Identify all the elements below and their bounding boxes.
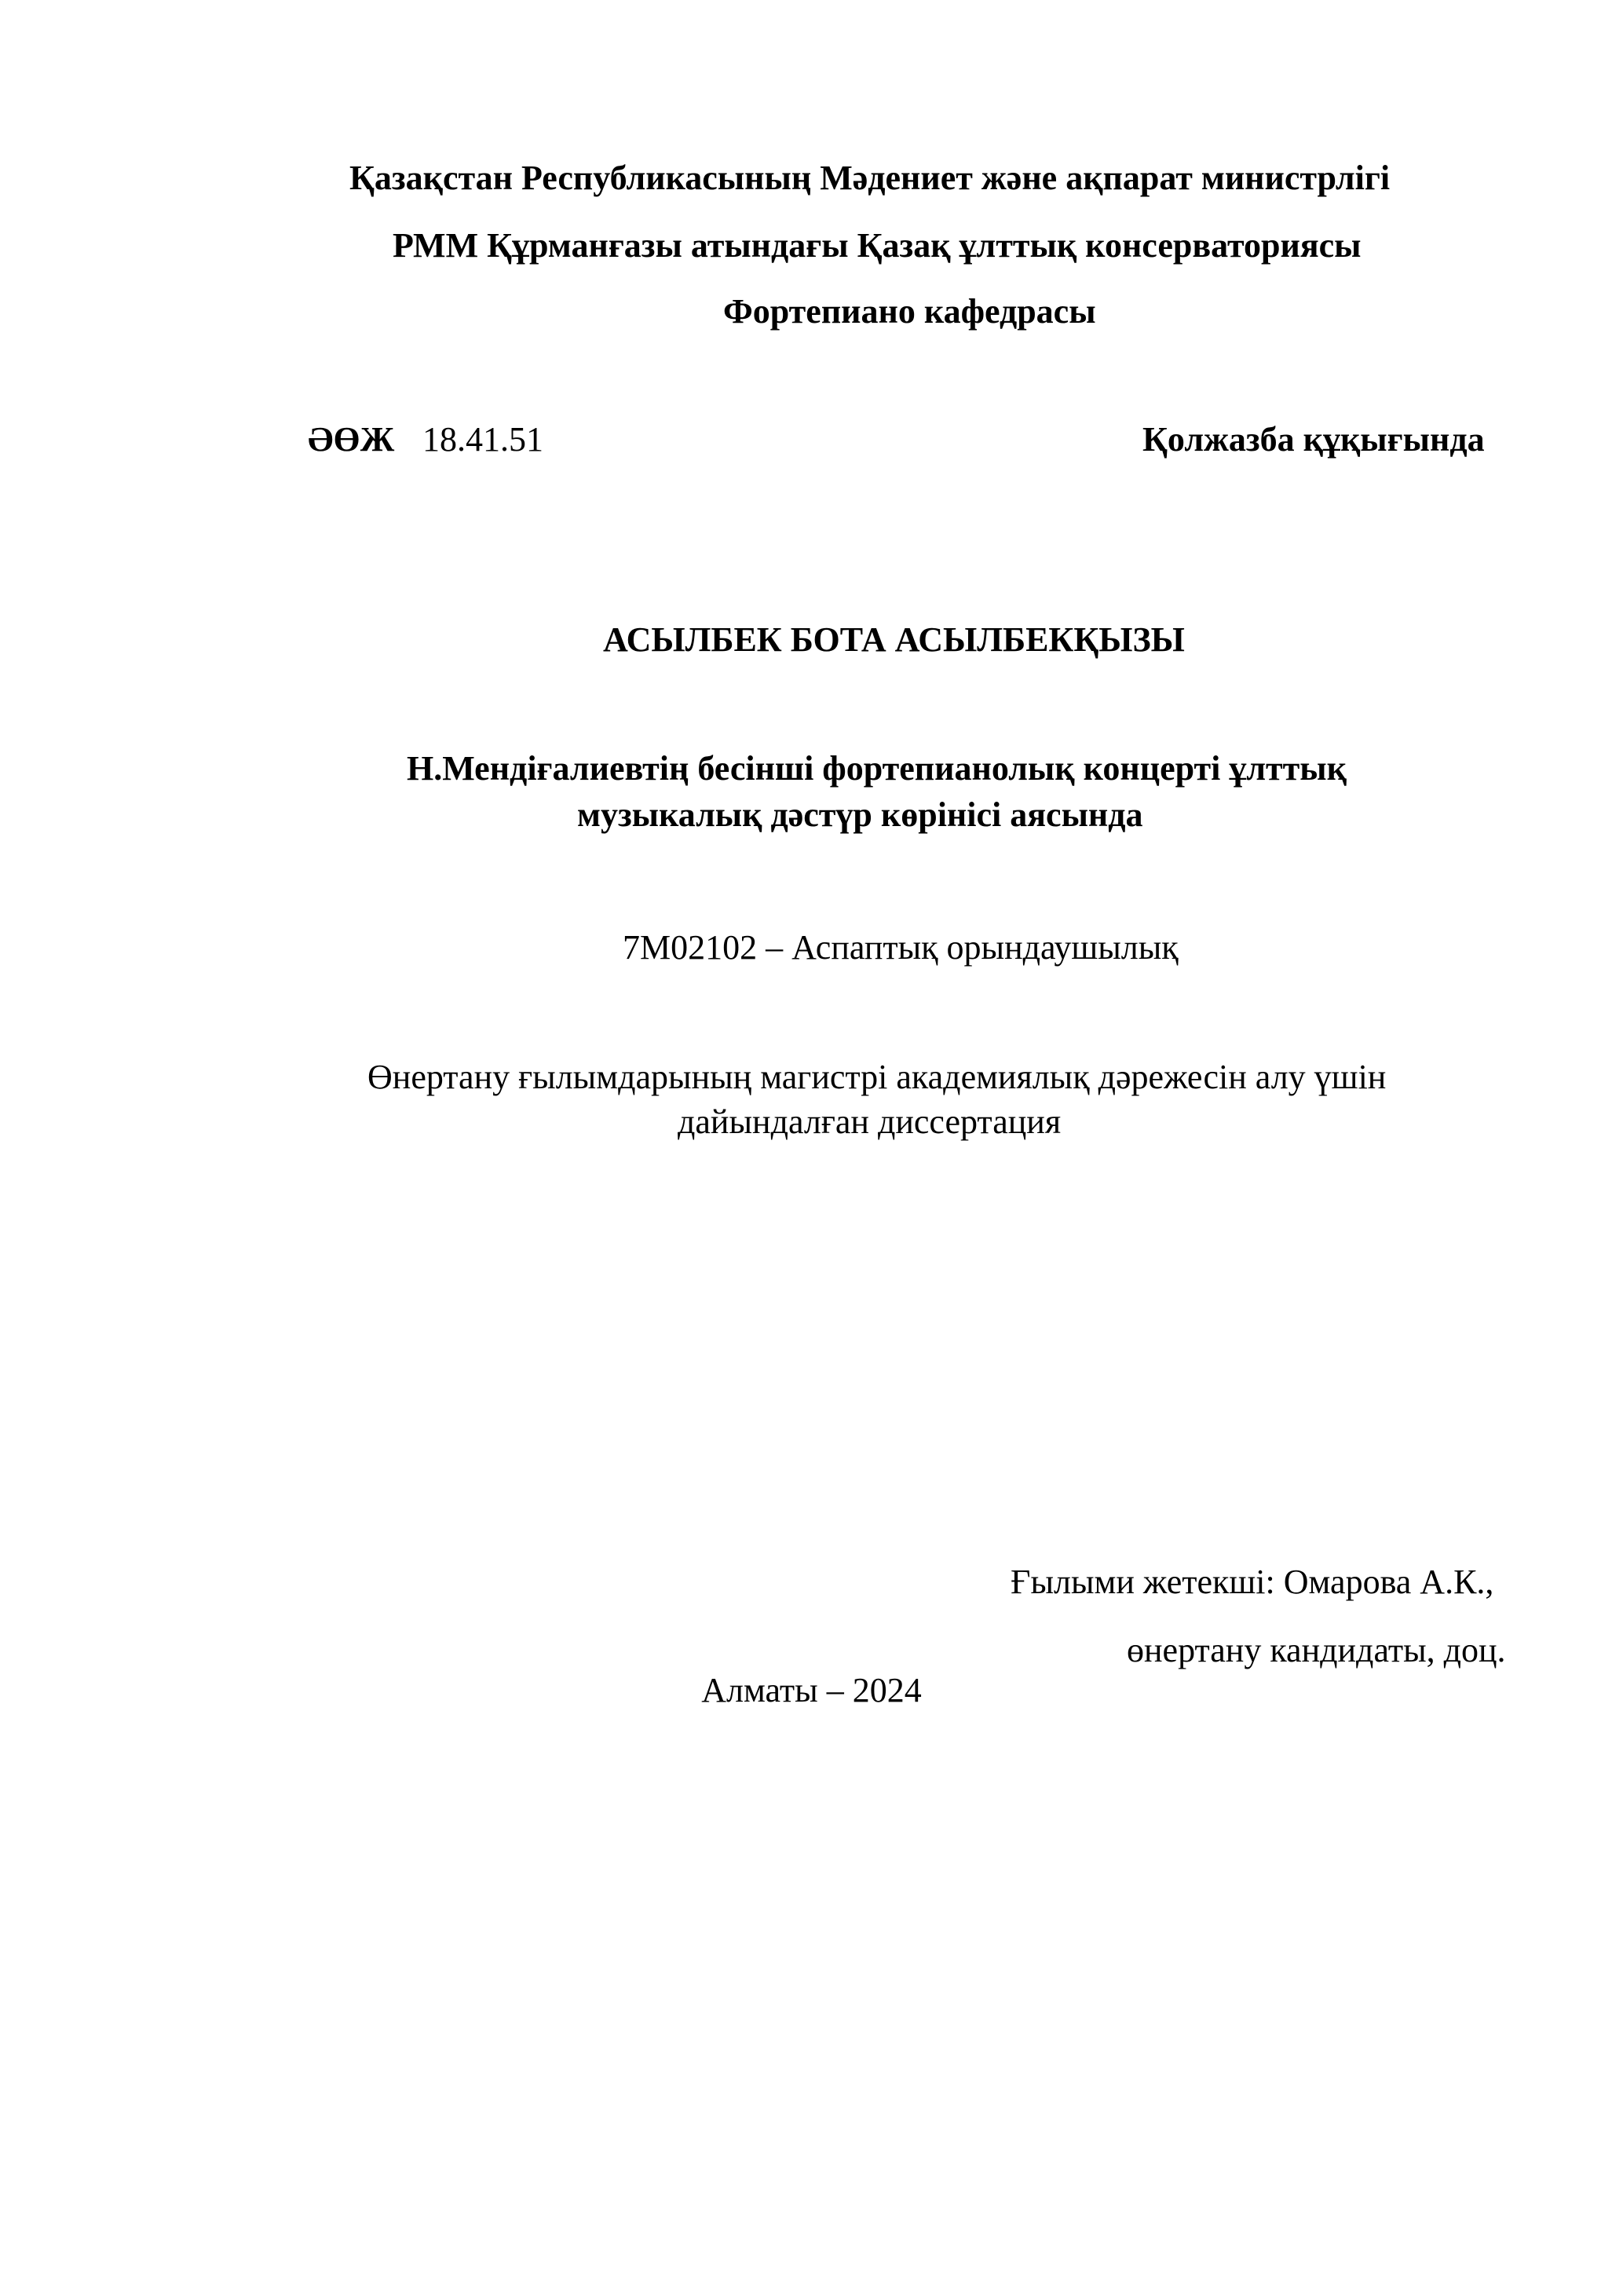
thesis-title-line-2: музыкалық дәстүр көрінісі аясында: [577, 795, 1143, 834]
udc-label: ӘӨЖ: [308, 420, 395, 459]
ministry-name: Қазақстан Республикасының Мәдениет және ақпарат министрлігі: [349, 159, 1391, 197]
department-name: Фортепиано кафедрасы: [723, 292, 1096, 331]
degree-purpose-line-1: Өнертану ғылымдарының магистрі академиялық дәрежесін алу үшін: [367, 1058, 1387, 1096]
udc-value: 18.41.51: [422, 420, 543, 459]
specialty-code: 7М02102 – Аспаптық орындаушылық: [623, 928, 1179, 967]
author-name: АСЫЛБЕК БОТА АСЫЛБЕКҚЫЗЫ: [603, 620, 1185, 659]
degree-purpose-line-2: дайындалған диссертация: [678, 1102, 1062, 1141]
supervisor-title: өнертану кандидаты, доц.: [1127, 1631, 1506, 1669]
supervisor-name: Ғылыми жетекші: Омарова А.К.,: [1011, 1563, 1494, 1601]
conservatory-name: РММ Құрманғазы атындағы Қазақ ұлттық консерваториясы: [393, 226, 1362, 265]
thesis-title-line-1: Н.Мендіғалиевтің бесінші фортепианолық концерті ұлттық: [407, 749, 1347, 788]
city-year: Алматы – 2024: [701, 1671, 922, 1709]
manuscript-rights: Қолжазба құқығында: [1142, 420, 1485, 459]
